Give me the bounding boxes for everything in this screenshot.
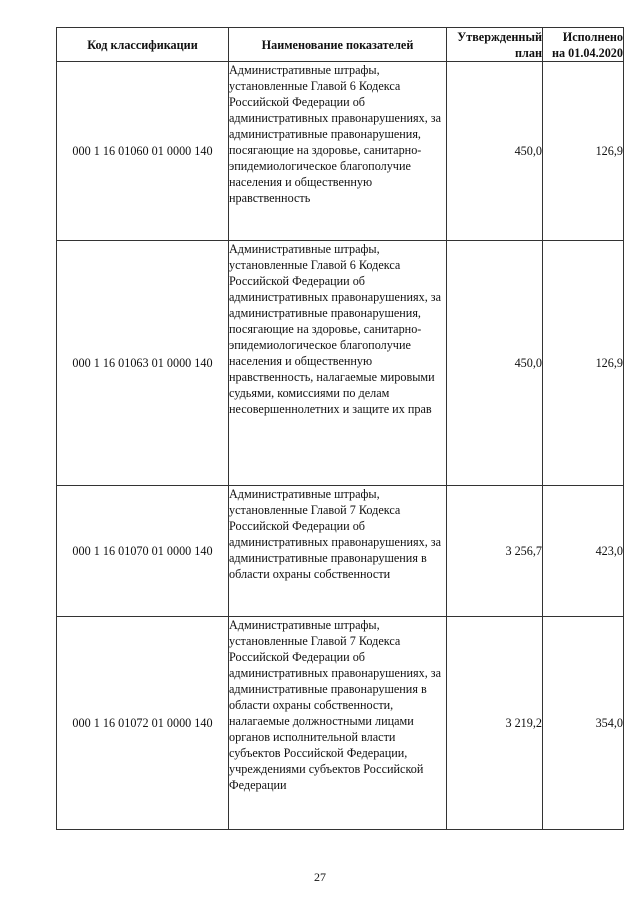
row-name: Административные штрафы, установленные Главой 6 Кодекса Российской Федерации об административных правонарушениях, за административные правонарушения, посягающие на здоровье, санитарно-эпидемиологическое благополучие населения и общественную нравственность [229,62,447,241]
table-row [57,62,624,241]
table-header-row [57,28,624,62]
row-executed: 126,9 [543,241,624,486]
table-row [57,486,624,617]
header-executed-line1: Исполнено [562,29,623,44]
row-name: Административные штрафы, установленные Главой 7 Кодекса Российской Федерации об административных правонарушениях, за административные правонарушения в области охраны собственности [229,486,447,617]
header-plan [447,28,543,62]
budget-table [56,27,624,830]
table-row [57,617,624,830]
header-plan-line2: план [515,45,542,60]
header-plan-line1: Утвержденный [457,29,542,44]
row-executed: 354,0 [543,617,624,830]
table-row [57,241,624,486]
row-name: Административные штрафы, установленные Главой 6 Кодекса Российской Федерации об административных правонарушениях, за административные правонарушения, посягающие на здоровье, санитарно-эпидемиологическое благополучие населения и общественную нравственность, налагаемые мировыми судьями, комиссиями по делам несовершеннолетних и защите их прав [229,241,447,486]
row-plan: 450,0 [447,241,543,486]
header-name: Наименование показателей [229,28,447,62]
row-plan: 450,0 [447,62,543,241]
row-executed: 126,9 [543,62,624,241]
page-number: 27 [314,870,326,884]
row-code: 000 1 16 01060 01 0000 140 [57,62,229,241]
header-executed-line2: на 01.04.2020 [551,45,623,60]
row-code: 000 1 16 01072 01 0000 140 [57,617,229,830]
row-code: 000 1 16 01070 01 0000 140 [57,486,229,617]
header-code: Код классификации [57,28,229,62]
row-plan: 3 219,2 [447,617,543,830]
row-executed: 423,0 [543,486,624,617]
row-name: Административные штрафы, установленные Главой 7 Кодекса Российской Федерации об административных правонарушениях, за административные правонарушения в области охраны собственности, налагаемые должностными лицами органов исполнительной власти субъектов Российской Федерации, учреждениями субъектов Российской Федерации [229,617,447,830]
header-executed [543,28,624,62]
row-code: 000 1 16 01063 01 0000 140 [57,241,229,486]
row-plan: 3 256,7 [447,486,543,617]
